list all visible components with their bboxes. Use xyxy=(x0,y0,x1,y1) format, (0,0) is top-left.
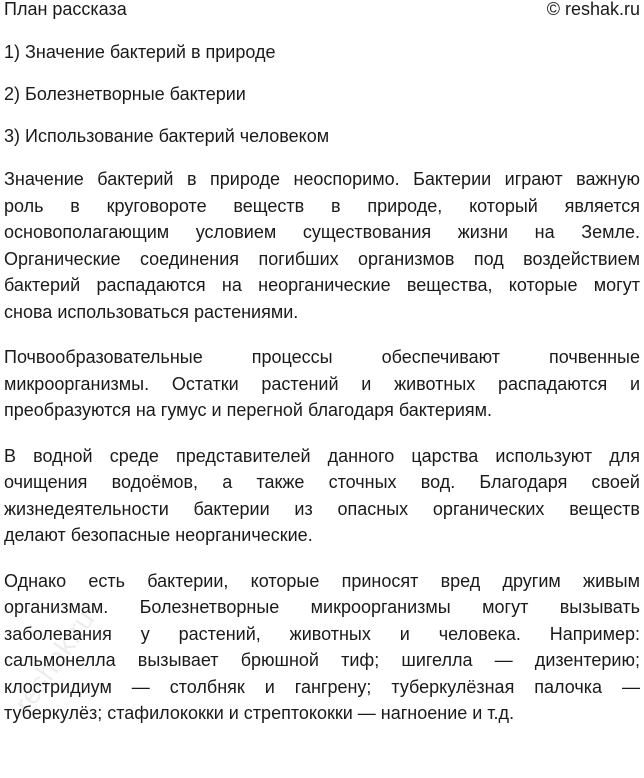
text-line: В водной среде представителей данного царства используют для xyxy=(4,445,640,466)
copyright-notice: © reshak.ru xyxy=(546,0,640,19)
paragraph-nature xyxy=(4,166,640,325)
text-line: очищения водоёмов, а также сточных вод. Благодаря своей xyxy=(4,472,640,492)
text-line: преобразуются на гумус и перегной благодаря бактериям. xyxy=(4,400,493,420)
paragraph-soil xyxy=(4,344,640,424)
watermark: reshak.ru xyxy=(8,604,101,718)
text-line: бактерий распадаются на неорганические вещества, которые могут xyxy=(4,275,640,295)
text-line: снова использоваться растениями. xyxy=(4,301,299,322)
text-line: Органические соединения погибших организмов под воздействием xyxy=(4,248,640,269)
text-line: туберкулёз; стафилококки и стрептококки — нагноение и т.д. xyxy=(4,703,515,723)
header xyxy=(4,0,640,22)
text-line: Почвообразовательные процессы обеспечивают почвенные xyxy=(4,347,640,367)
plan-item-1: 1) Значение бактерий в природе xyxy=(4,42,276,62)
text-line: основополагающим условием существования жизни на Земле. xyxy=(4,222,640,242)
text-line: клостридиум — столбняк и гангрену; туберкулёзная палочка — xyxy=(4,676,640,697)
text-line: заболевания у растений, животных и человека. Например: xyxy=(4,623,640,644)
paragraph-water xyxy=(4,443,640,549)
text-line: микроорганизмы. Остатки растений и животных распадаются и xyxy=(4,373,640,394)
text-line: Значение бактерий в природе неоспоримо. Бактерии играют важную xyxy=(4,169,640,189)
text-line: роль в круговороте веществ в природе, который является xyxy=(4,195,640,216)
text-line: Однако есть бактерии, которые приносят вред другим живым xyxy=(4,570,640,591)
document-title: План рассказа xyxy=(4,0,127,19)
text-line: делают безопасные неорганические. xyxy=(4,525,313,545)
paragraph-pathogens xyxy=(4,568,640,727)
text-line: сальмонелла вызывает брюшной тиф; шигелла — дизентерию; xyxy=(4,650,640,670)
plan-item-3: 3) Использование бактерий человеком xyxy=(4,126,330,146)
text-line: жизнедеятельности бактерии из опасных органических веществ xyxy=(4,498,640,519)
plan-item-2: 2) Болезнетворные бактерии xyxy=(4,84,246,104)
text-line: организмам. Болезнетворные микроорганизмы могут вызывать xyxy=(4,597,640,617)
